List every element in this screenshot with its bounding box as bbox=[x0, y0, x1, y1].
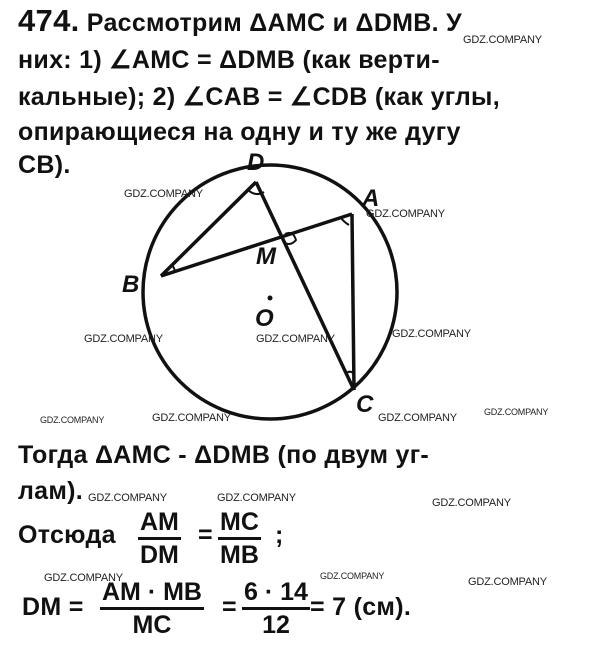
watermark: GDZ.COMPANY bbox=[44, 572, 123, 584]
center-point-O bbox=[268, 296, 273, 301]
watermark: GDZ.COMPANY bbox=[124, 188, 203, 200]
fraction-denominator: MC bbox=[132, 611, 172, 639]
fraction-numerator: AM bbox=[140, 508, 179, 536]
watermark: GDZ.COMPANY bbox=[463, 34, 542, 46]
problem-text-1: Рассмотрим ΔAMC и ΔDMB. У bbox=[86, 9, 462, 37]
fraction-am-dm bbox=[138, 508, 181, 569]
watermark: GDZ.COMPANY bbox=[256, 333, 335, 345]
fraction-numerator: AM · MB bbox=[102, 578, 202, 606]
chord-AC bbox=[352, 214, 354, 390]
watermark: GDZ.COMPANY bbox=[320, 571, 385, 581]
conclusion-line-1: Тогда ΔAMC - ΔDMB (по двум уг- bbox=[18, 441, 430, 469]
angle-mark-C bbox=[345, 372, 353, 374]
watermark: GDZ.COMPANY bbox=[378, 412, 457, 424]
fraction-denominator: MB bbox=[220, 541, 259, 569]
final-result: = 7 (см). bbox=[310, 593, 412, 621]
fraction-mc-mb bbox=[218, 508, 261, 569]
conclusion-line-2: лам). bbox=[18, 477, 84, 505]
fraction-bar bbox=[100, 607, 204, 610]
fraction-bar bbox=[218, 537, 261, 540]
final-lhs: DM = bbox=[22, 593, 84, 621]
problem-line-2: них: 1) ∠AMC = ΔDMB (как верти- bbox=[18, 46, 440, 74]
watermark: GDZ.COMPANY bbox=[392, 328, 471, 340]
ratio-semicolon: ; bbox=[275, 521, 284, 549]
fraction-denominator: DM bbox=[140, 541, 179, 569]
hence-label: Отсюда bbox=[18, 521, 116, 549]
fraction-bar bbox=[138, 537, 181, 540]
label-M: M bbox=[256, 243, 276, 270]
label-C: C bbox=[356, 391, 374, 418]
fraction-6x14-over-12 bbox=[242, 578, 310, 639]
watermark: GDZ.COMPANY bbox=[484, 407, 549, 417]
problem-line-5: CB). bbox=[18, 151, 71, 179]
fraction-numerator: 6 · 14 bbox=[244, 578, 308, 606]
fraction-denominator: 12 bbox=[262, 611, 290, 639]
label-D: D bbox=[247, 149, 265, 176]
watermark: GDZ.COMPANY bbox=[152, 412, 231, 424]
ratio-equals: = bbox=[198, 521, 213, 549]
final-equals: = bbox=[222, 593, 237, 621]
watermark: GDZ.COMPANY bbox=[366, 208, 445, 220]
watermark: GDZ.COMPANY bbox=[84, 333, 163, 345]
label-A: A bbox=[362, 185, 380, 212]
watermark: GDZ.COMPANY bbox=[40, 415, 105, 425]
problem-line-4: опирающиеся на одну и ту же дугу bbox=[18, 118, 461, 146]
problem-number: 474. bbox=[18, 3, 80, 38]
watermark: GDZ.COMPANY bbox=[468, 576, 547, 588]
chord-DC bbox=[256, 182, 354, 390]
fraction-bar bbox=[242, 607, 310, 610]
watermark: GDZ.COMPANY bbox=[217, 492, 296, 504]
circle-outline bbox=[143, 165, 397, 419]
problem-line-3: кальные); 2) ∠CAB = ∠CDB (как углы, bbox=[18, 83, 500, 111]
watermark: GDZ.COMPANY bbox=[432, 497, 511, 509]
fraction-am-mb-over-mc bbox=[100, 578, 204, 639]
angle-mark-A bbox=[341, 218, 349, 225]
fraction-numerator: MC bbox=[220, 508, 259, 536]
label-O: O bbox=[255, 305, 274, 332]
watermark: GDZ.COMPANY bbox=[88, 492, 167, 504]
label-B: B bbox=[122, 271, 140, 298]
